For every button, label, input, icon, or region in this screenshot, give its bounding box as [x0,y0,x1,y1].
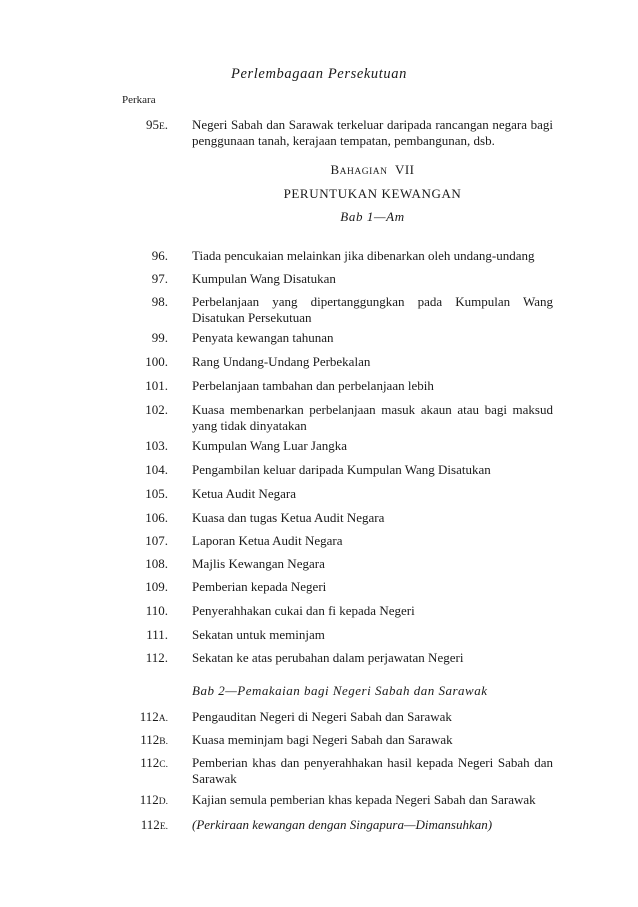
part-label: BAHAGIAN VII [330,162,415,177]
perkara-label: Perkara [122,94,156,106]
part-title: PERUNTUKAN KEWANGAN [283,186,462,201]
running-head: Perlembagaan Persekutuan [231,66,407,82]
entry-number: 95E. [145,117,168,132]
document-page: Perlembagaan Persekutuan Perkara 95E. Negeri Sabah dan Sarawak terkeluar daripada rancangan negara bagi penggunaan tanah, kerajaan tempatan, pembangunan, dsb. BAHAGIAN VII PERUNTUKAN KEWANGAN Bab 1—Am 96. Tiada pencukaian melainkan jika dibenarkan oleh undang-undang 97. Kumpulan Wang Disatukan 98. Perbelanjaan yang dipertanggungkan pada Kumpulan Wang Disatukan Persekutuan 99. Penyata kewangan tahunan 100. Rang Undang-Undang Perbekalan 101. Perbelanjaan tambahan dan perbelanjaan lebih 102. Kuasa membenarkan perbelanjaan masuk akaun atau bagi maksud yang tidak dinyatakan 103. Kumpulan Wang Luar Jangka 104. Pengambilan keluar daripada Kumpulan Wang Disatukan 105. Ketua Audit Negara 106. Kuasa dan tugas Ketua Audit Negara 107. Laporan Ketua Audit Negara 108. Majlis Kewangan Negara 109. Pemberian kepada Negeri 110. Penyerahhakan cukai dan fi kepada Negeri 111. Sekatan untuk meminjam 112. Sekatan ke atas perubahan dalam perjawatan Negeri Bab 2—Pemakaian bagi Negeri Sabah dan Sarawak 112A. Pengauditan Negeri di Negeri Sabah dan Sarawak 112B. Kuasa meminjam bagi Negeri Sabah dan Sarawak 112C. Pemberian khas dan penyerahhakan hasil kepada Negeri Sabah dan Sarawak 112D. Kajian semula pemberian khas kepada Negeri Sabah dan Sarawak 112E. (Perkiraan kewangan dengan Singapura—Dimansuhkan) [0,0,638,907]
chapter-2-heading: Bab 2—Pemakaian bagi Negeri Sabah dan Sarawak [192,683,488,698]
chapter-1-heading: Bab 1—Am [340,209,405,224]
entry-title: Negeri Sabah dan Sarawak terkeluar daripada rancangan negara bagi penggunaan tanah, kerajaan tempatan, pembangunan, dsb. [192,117,553,148]
